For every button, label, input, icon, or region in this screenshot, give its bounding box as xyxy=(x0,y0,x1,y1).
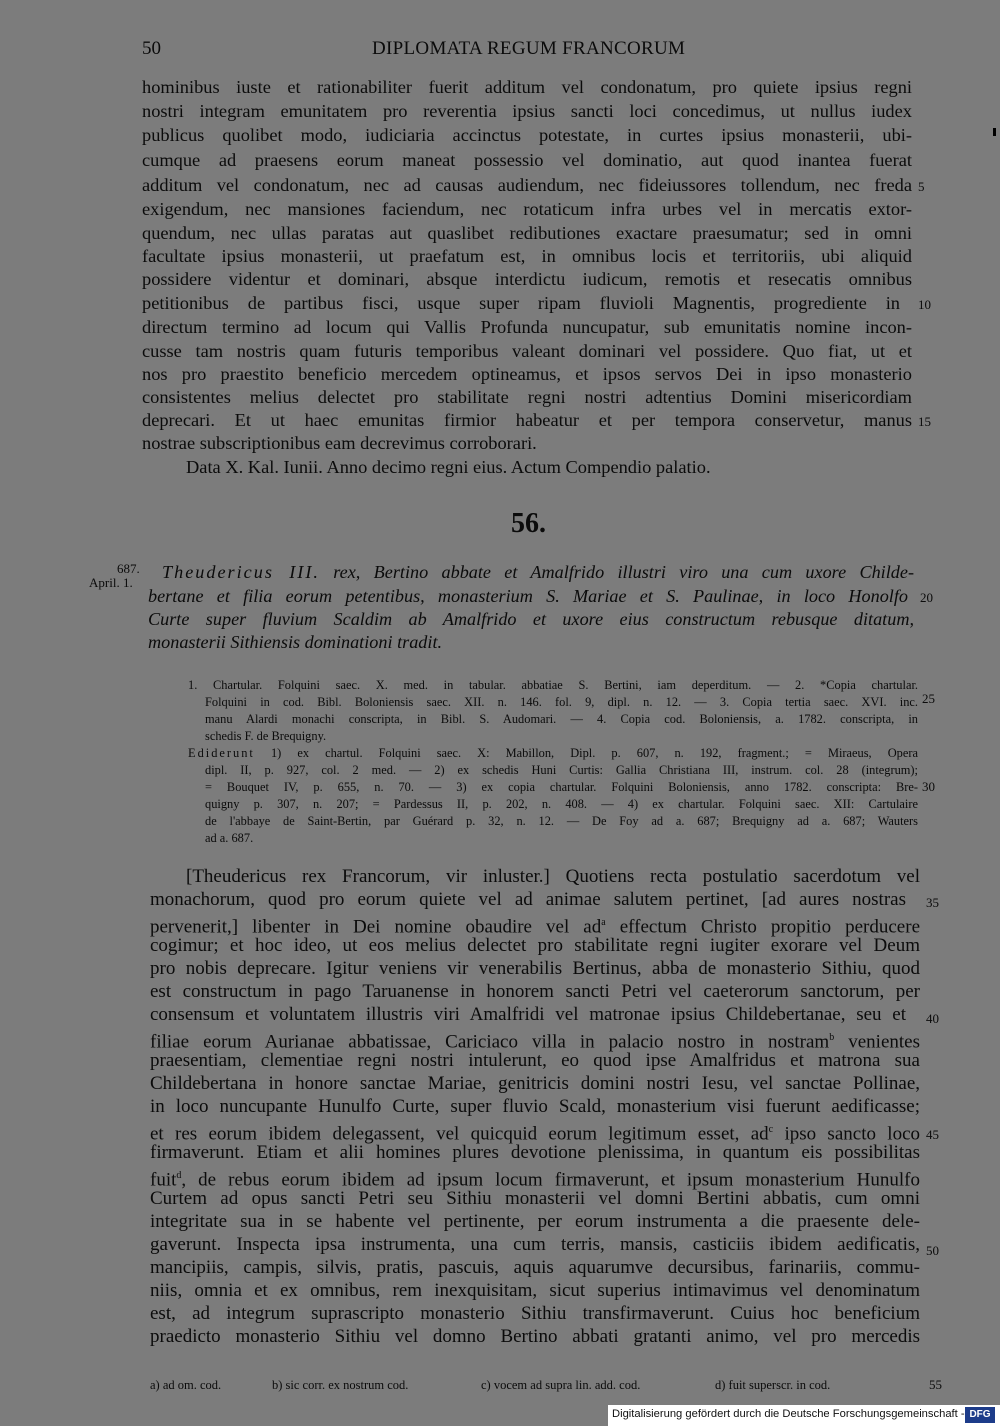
body-line: consensum et voluntatem illustris viri Amalfridi vel matronae ipsius Childebertanae, seu et xyxy=(150,1004,906,1025)
body-text: venientes xyxy=(848,1031,921,1053)
source-line: manu Alardi monachi conscripta, in Bibl. S. Audomari. — 4. Copia cod. Boloniensis, a. 1782. conscripta, in xyxy=(205,712,918,726)
body-text: fuit xyxy=(150,1169,177,1191)
line-margin-number: 50 xyxy=(926,1243,939,1258)
line-margin-number: 10 xyxy=(918,297,931,312)
body-line: praedicto monasterio Sithiu vel domno Bertino abbati gratanti animo, vel pro mercedis xyxy=(150,1326,920,1347)
body-line: monachorum, quod pro eorum quiete vel ad animae salutem pertinet, [ad aures nostras xyxy=(150,889,906,910)
body-text: ipso sancto loco xyxy=(784,1123,920,1145)
line-margin-number: 30 xyxy=(922,779,935,794)
source-line: Folquini in cod. Bibl. Boloniensis saec. XII. n. 146. fol. 9, dipl. n. 12. — 3. Copia tertia saec. XVI. inc. xyxy=(205,695,918,709)
source-text: 1) ex chartul. Folquini saec. X: Mabillon, Dipl. p. 607, n. 192, fragment.; = Miraeus, Opera xyxy=(270,746,918,760)
text-line: hominibus iuste et rationabiliter fuerit additum vel condonatum, pro quiete ipsius regni xyxy=(142,77,912,97)
summary-line: bertane et filia eorum petentibus, monasterium S. Mariae et S. Paulinae, in loco Honolfo xyxy=(148,586,908,606)
body-text: filiae eorum Aurianae abbatissae, Cariciaco villa in palacio nostro in nostram xyxy=(150,1031,830,1053)
text-line: petitionibus de partibus fisci, usque super ripam fluvioli Magnentis, progrediente in xyxy=(142,293,900,313)
source-line: de l'abbaye de Saint-Bertin, par Guérard p. 32, n. 12. — De Foy ad a. 687; Brequigny ad a. 687; Wauters xyxy=(205,814,918,828)
summary-line: Curte super fluvium Scaldim ab Amalfrido et uxore eius constructum rebusque ditatum, xyxy=(148,609,914,629)
body-text: , de rebus eorum ibidem ad ipsum locum firmaverunt, et ipsum monasterium Hunulfo xyxy=(181,1169,920,1191)
source-line: dipl. II, p. 927, col. 2 med. — 2) ex schedis Huni Curtis: Gallia Christiana III, instrum. col. 28 (integrum); xyxy=(205,763,918,777)
body-text: effectum Christo propitio perducere xyxy=(619,916,921,938)
footnote-ref: b xyxy=(829,1032,835,1043)
body-line: integritate sua in se habente vel pertinente, per eorum instrumenta a die praesente dele- xyxy=(150,1211,920,1232)
body-line: est constructum in pago Taruanense in honorem sancti Petri vel caeterorum sanctorum, per xyxy=(150,981,920,1002)
source-line: ad a. 687. xyxy=(205,831,254,845)
text-line: publicus quolibet modo, iudiciaria accinctus potestate, in curtes ipsius monasterii, ubi- xyxy=(142,125,912,145)
text-line: facultate ipsius monasterii, ut praefatum est, in omnibus locis et territoriis, ubi aliquid xyxy=(142,246,912,266)
source-line: schedis F. de Brequigny. xyxy=(205,729,327,743)
summary-text: rex, Bertino abbate et Amalfrido illustri viro una cum uxore Childe- xyxy=(333,562,914,582)
footnote-c: c) vocem ad supra lin. add. cod. xyxy=(481,1378,641,1392)
source-line: = Bouquet IV, p. 655, n. 70. — 3) ex copia chartular. Folquini Boloniensis, anno 1782. conscripta: Bre- xyxy=(205,780,918,794)
ediderunt-label: Ediderunt xyxy=(188,746,255,760)
document-number: 56. xyxy=(511,508,546,539)
footnote-ref: d xyxy=(176,1170,182,1181)
text-line: quendum, nec ullas paratas aut quaslibet redibutiones exactare praesumatur; sed in omni xyxy=(142,223,912,243)
date-year: 687. xyxy=(117,561,140,576)
line-margin-number: 5 xyxy=(918,179,925,194)
body-line: firmaverunt. Etiam et alii homines plures devotione plenissima, in quantum eis possibilitas xyxy=(150,1142,920,1163)
summary-name: Theudericus III. xyxy=(162,562,320,582)
footnote-ref: a xyxy=(601,917,606,928)
text-line: directum termino ad locum qui Vallis Profunda nuncupatur, sub emunitatis nomine incon- xyxy=(142,317,912,337)
source-line: quigny p. 307, n. 207; = Pardessus II, p. 202, n. 408. — 4) ex chartular. Folquini saec. XII: Cartulaire xyxy=(205,797,918,811)
line-margin-number: 45 xyxy=(926,1127,939,1142)
footnote-ref: c xyxy=(768,1124,774,1135)
body-line: Childebertana in honore sanctae Mariae, genitricis domini nostri Iesu, vel sanctae Pollinae, xyxy=(150,1073,920,1094)
body-line: est, ad integrum suprascripto monasterio Sithiu transfirmaverunt. Cuius hoc beneficium xyxy=(150,1303,920,1324)
line-margin-number: 40 xyxy=(926,1011,939,1026)
source-line xyxy=(188,745,918,763)
body-line: gaverunt. Inspecta ipsa instrumenta, una cum terris, mansis, casticiis ibidem aedificatis, xyxy=(150,1234,920,1255)
dfg-logo: DFG xyxy=(965,1407,995,1423)
text-line: consistentes melius delectet pro stabilitate regni nostri adtentius Domini misericordiam xyxy=(142,387,912,407)
body-line: cogimur; et hoc ideo, ut eos melius delectet pro stabilitate regni iugiter exorare vel Deum xyxy=(150,935,920,956)
page-number: 50 xyxy=(142,38,161,59)
text-line: exigendum, nec mansiones faciendum, nec rotaticum infra urbes vel in mercatis extor- xyxy=(142,199,912,219)
body-line: pro nobis deprecare. Igitur veniens vir venerabilis Bertinus, abba de monasterio Sithiu, quod xyxy=(150,958,920,979)
footnote-margin-number: 55 xyxy=(929,1377,942,1392)
summary-line: monasterii Sithiensis dominationi tradit. xyxy=(148,632,443,652)
body-line: [Theudericus rex Francorum, vir inluster.] Quotiens recta postulatio sacerdotum vel xyxy=(186,866,920,887)
text-line: nos pro praestito beneficio mercedem optineamus, et ipsos servos Dei in ipso monasterio xyxy=(142,364,912,384)
body-line: in loco nuncupante Hunulfo Curte, super fluvio Scald, monasterium visi fuerunt aedificasse; xyxy=(150,1096,920,1117)
body-text: et res eorum ibidem delegassent, vel quicquid eorum legitimum esset, ad xyxy=(150,1123,769,1145)
body-text: pervenerit,] libenter in Dei nomine obaudire vel ad xyxy=(150,916,602,938)
line-margin-number: 35 xyxy=(926,895,939,910)
footnote-a: a) ad om. cod. xyxy=(150,1378,222,1392)
text-line: possidere videntur et dominari, absque interdictu iudicum, remotis et resecatis omnibus xyxy=(142,269,912,289)
text-line: nostrae subscriptionibus eam decrevimus corroborari. xyxy=(142,433,537,453)
body-line: mancipiis, campis, silvis, pratis, pascuis, aquis aquarumve decursibus, farinariis, commu- xyxy=(150,1257,920,1278)
data-line: Data X. Kal. Iunii. Anno decimo regni eius. Actum Compendio palatio. xyxy=(186,457,711,477)
body-line: Curtem ad opus sancti Petri seu Sithiu monasterii vel domni Bertini abbatis, cum omni xyxy=(150,1188,920,1209)
running-title: DIPLOMATA REGUM FRANCORUM xyxy=(372,38,686,59)
text-line: deprecari. Et ut haec emunitas firmior habeatur et per tempora conservetur, manus xyxy=(142,410,912,430)
line-margin-number: 20 xyxy=(920,590,933,605)
footnote-d: d) fuit superscr. in cod. xyxy=(715,1378,831,1392)
summary-line xyxy=(162,561,914,584)
body-line: praesentiam, clementiae regni nostri intulerunt, eo quod ipse Amalfridus et matrona sua xyxy=(150,1050,920,1071)
text-line: nostri integram emunitatem pro reverentia ipsius sancti loci concedimus, ut nullus iudex xyxy=(142,101,912,121)
date-day: April. 1. xyxy=(89,575,133,590)
text-line: additum vel condonatum, nec ad causas audiendum, nec fideiussores tollendum, nec freda xyxy=(142,175,912,195)
margin-mark xyxy=(993,128,996,136)
line-margin-number: 25 xyxy=(922,691,935,706)
footnote-b: b) sic corr. ex nostrum cod. xyxy=(272,1378,409,1392)
funding-note: Digitalisierung gefördert durch die Deutsche Forschungsgemeinschaft - xyxy=(612,1408,965,1420)
body-line: niis, omnia et ex omnibus, rem inexquisitam, sicut superius intimavimus vel denominatum xyxy=(150,1280,920,1301)
text-line: cumque ad praesens eorum maneat possessio vel dominatio, aut quod inantea fuerat xyxy=(142,150,912,170)
text-line: cusse tam nostris quam futuris temporibus valeant dominari vel possidere. Quo fiat, ut et xyxy=(142,341,912,361)
source-line: 1. Chartular. Folquini saec. X. med. in tabular. abbatiae S. Bertini, iam deperditum. — 2. *Copia chartular. xyxy=(188,678,918,692)
line-margin-number: 15 xyxy=(918,414,931,429)
